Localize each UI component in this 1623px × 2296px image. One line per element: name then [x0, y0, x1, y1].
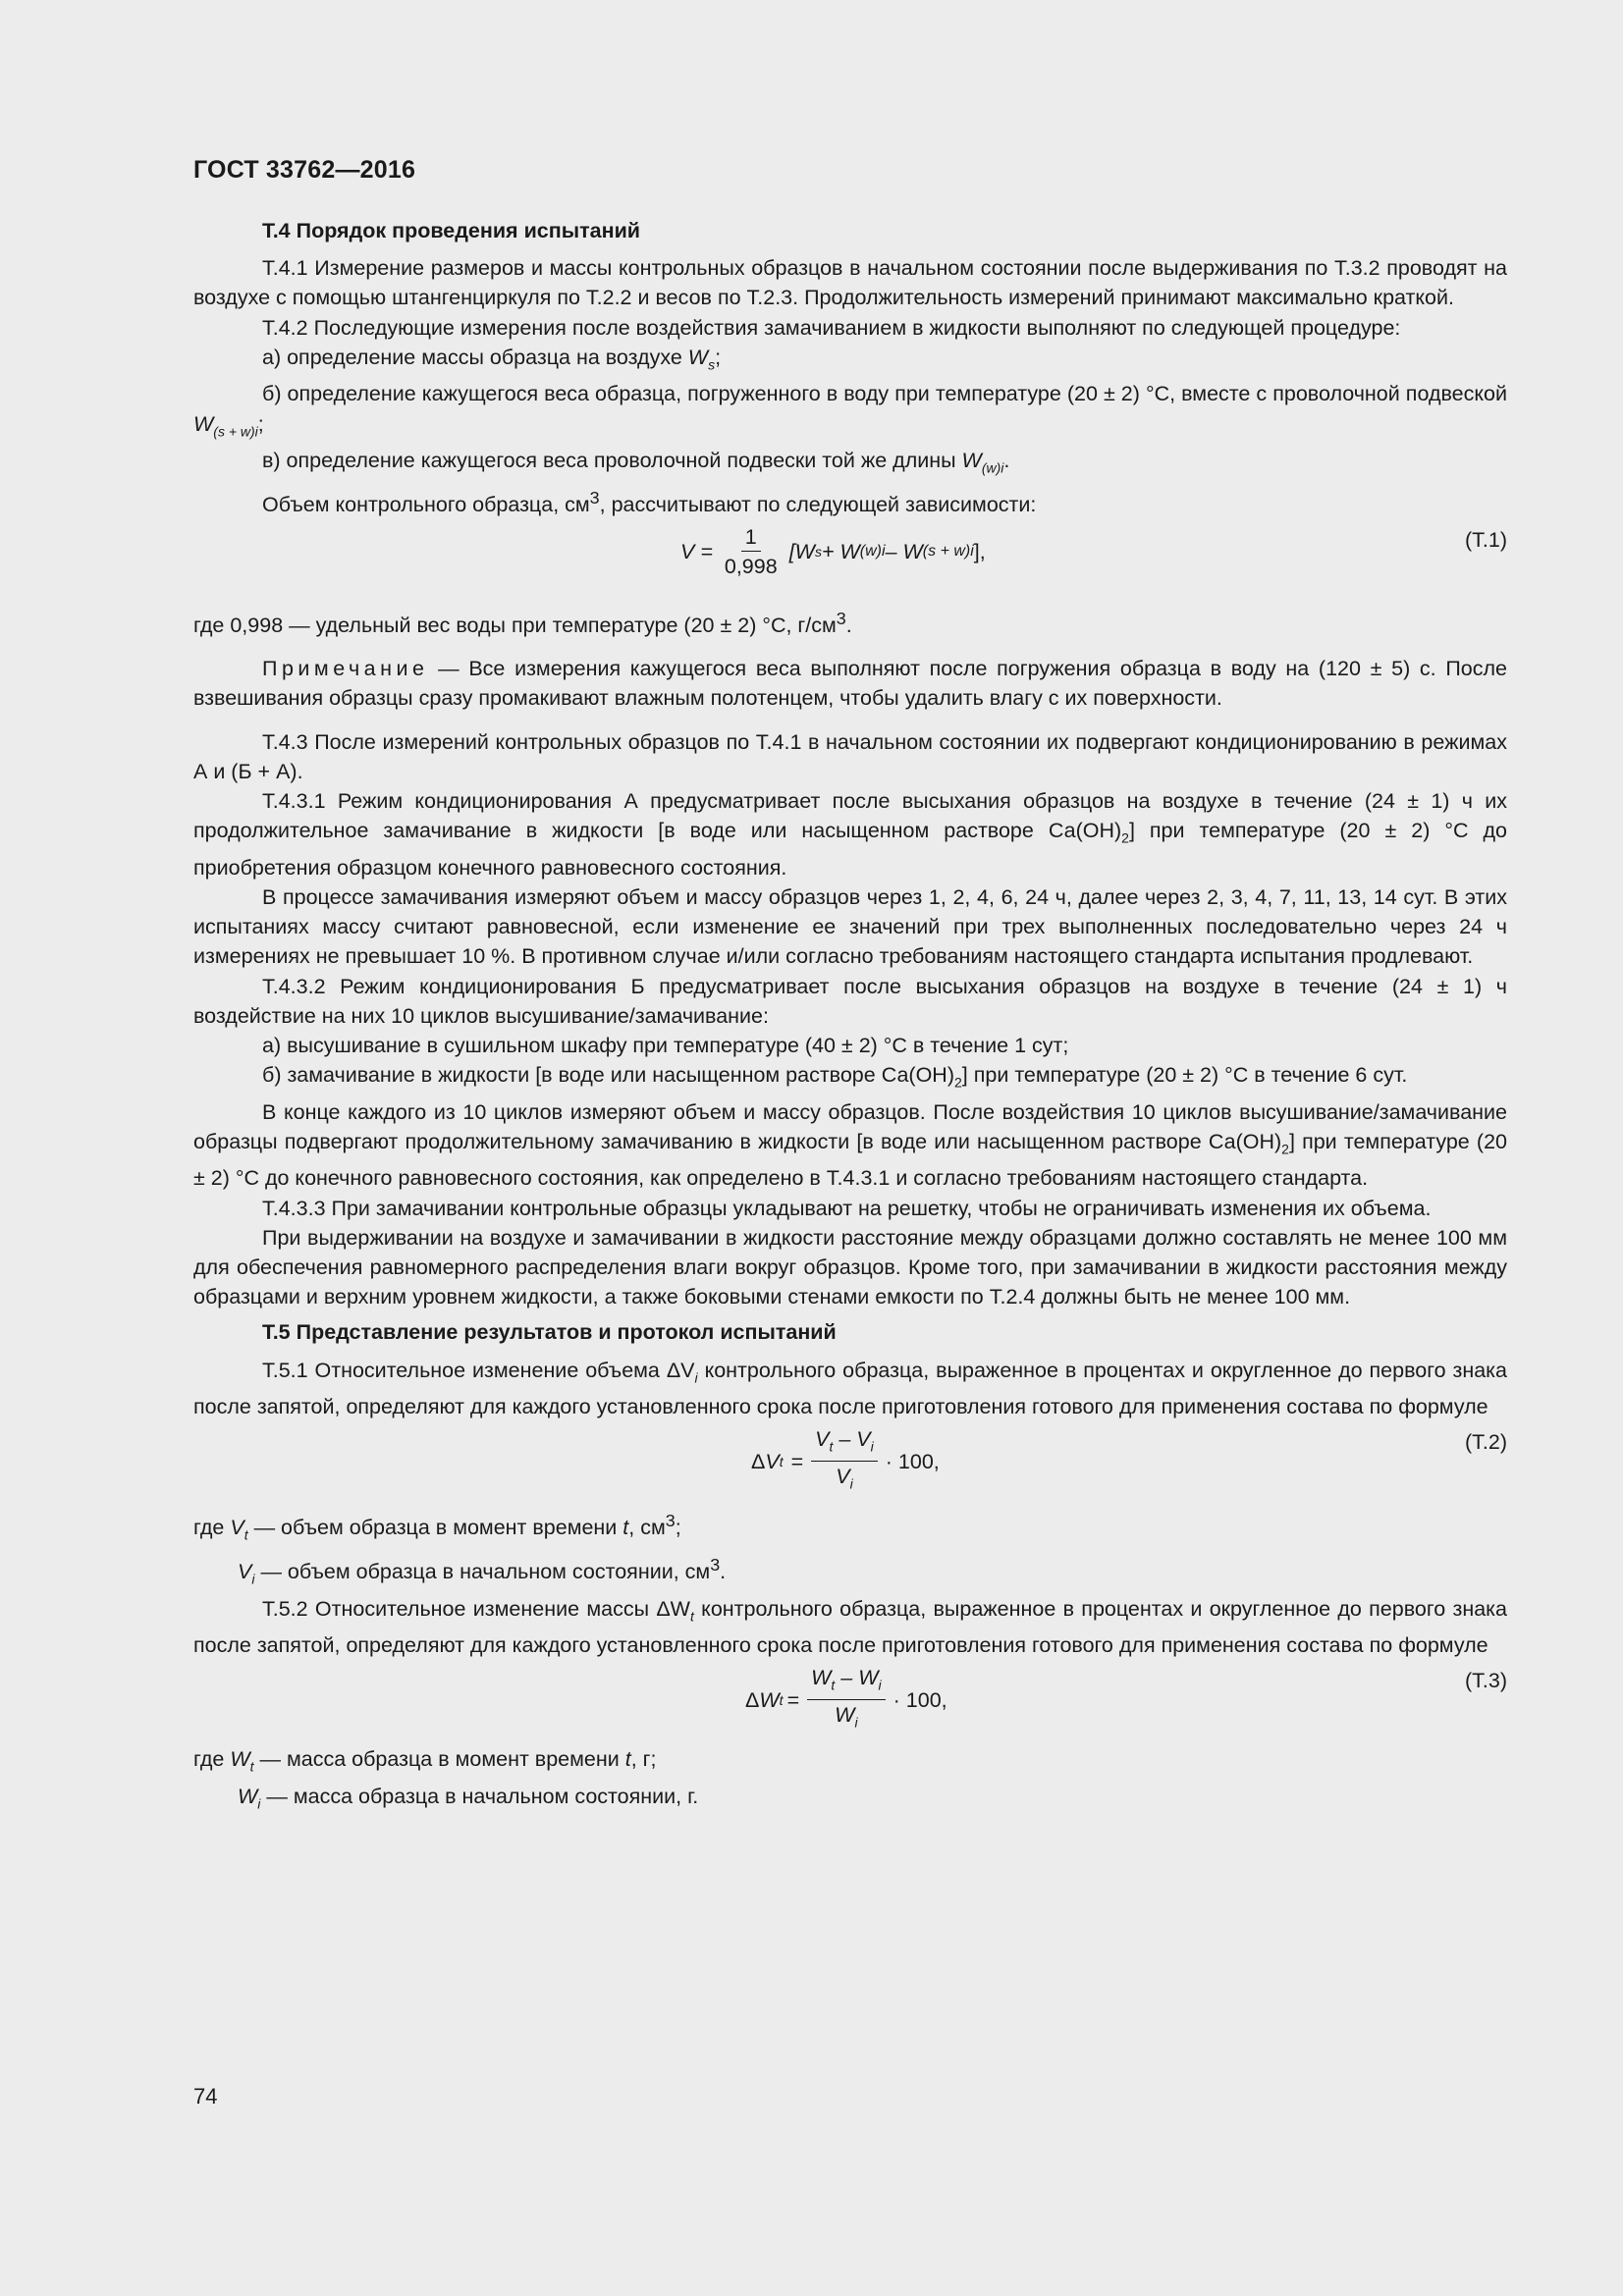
- paragraph-t5-1: Т.5.1 Относительное изменение объема $\Delta V_i$ контрольного образца, выраженное в процентах и округленное до первого знака после запятой, определяют для каждого установленного срока после приготовления готового для применения состава по формуле: [193, 1358, 1508, 1419]
- where-t3-wt: где $W_t$ — масса образца в момент времени t, г;: [193, 1747, 657, 1775]
- formula-t3-expression: Δ W t = $\frac{W_t - W_i}{W_i}$ · 100,: [745, 1664, 947, 1736]
- paragraph-t4-1: Т.4.1 Измерение размеров и массы контрольных образцов в начальном состоянии после выдерживания по Т.3.2 проводят на воздухе с помощью штангенциркуля по Т.2.2 и весов по Т.2.3. Продолжительность измерений принимают максимально краткой.: [193, 256, 1507, 310]
- paragraph-t5-2: Т.5.2 Относительное изменение массы $\Delta W_t$ контрольного образца, выраженное в процентах и округленное до первого знака после запятой, определяют для каждого установленного срока после приготовления готового для применения состава по формуле: [193, 1596, 1508, 1658]
- paragraph-t4-3-2: Т.4.3.2 Режим кондиционирования Б предусматривает после высыхания образцов на воздухе в течение (24 ± 1) ч воздействие на них 10 циклов высушивание/замачивание:: [193, 974, 1507, 1028]
- list-item-drying: а) высушивание в сушильном шкафу при температуре (40 ± 2) °С в течение 1 сут;: [262, 1033, 1069, 1057]
- where-t3-wi: $W_i$ — масса образца в начальном состоянии, г.: [238, 1784, 699, 1812]
- formula-t3-number: (Т.3): [1465, 1669, 1507, 1693]
- volume-intro: Объем контрольного образца, $см^3$, рассчитывают по следующей зависимости:: [262, 487, 1037, 516]
- paragraph-t4-3-3-continued: При выдерживании на воздухе и замачивании в жидкости расстояние между образцами должно составлять не менее 100 мм для обеспечения равномерного распределения влаги вокруг образцов. Кроме того, при замачивании в жидкости расстояния между образцами и верхним уровнем жидкости, а также боковыми стенами емкости по Т.2.4 должны быть не менее 100 мм.: [193, 1225, 1507, 1309]
- document-title: ГОСТ 33762—2016: [193, 156, 416, 184]
- where-t1: где 0,998 — удельный вес воды при температуре (20 ± 2) °С, $г/см^3$.: [193, 608, 852, 638]
- formula-t2: [193, 1425, 1507, 1498]
- formula-t1: [193, 523, 1507, 596]
- where-t2-vi: $V_i$ — объем образца в начальном состоянии, $см^3$.: [238, 1554, 727, 1587]
- paragraph-t4-3-2-continued: В конце каждого из 10 циклов измеряют объем и массу образцов. После воздействия 10 циклов высушивание/замачивание образцы подвергают продолжительному замачиванию в жидкости [в воде или насыщенном растворе $Са(ОН)_2$] при температуре (20 ± 2) °С до конечного равновесного состояния, как определено в Т.4.3.1 и согласно требованиям настоящего стандарта.: [193, 1099, 1507, 1191]
- formula-t1-fraction: $\frac{1}{0,998}$: [724, 524, 778, 578]
- paragraph-t4-3-1: Т.4.3.1 Режим кондиционирования А предусматривает после высыхания образцов на воздухе в течение (24 ± 1) ч их продолжительное замачивание в жидкости [в воде или насыщенном растворе $Са(ОН)_2$] при температуре (20 ± 2) °С до приобретения образцом конечного равновесного состояния.: [193, 789, 1507, 880]
- paragraph-t4-3: Т.4.3 После измерений контрольных образцов по Т.4.1 в начальном состоянии их подвергают кондиционированию в режимах А и (Б + А).: [193, 729, 1507, 783]
- page-number: 74: [193, 2084, 218, 2109]
- paragraph-t4-2: Т.4.2 Последующие измерения после воздействия замачиванием в жидкости выполняют по следующей процедуре:: [262, 315, 1401, 340]
- paragraph-t4-3-3: Т.4.3.3 При замачивании контрольные образцы укладывают на решетку, чтобы не ограничивать изменения их объема.: [262, 1196, 1432, 1220]
- formula-t3: [193, 1664, 1507, 1736]
- formula-t1-number: (Т.1): [1465, 527, 1507, 552]
- formula-t2-expression: Δ V t = $\frac{V_t - V_i}{V_i}$ · 100,: [751, 1425, 940, 1498]
- where-t2-vt: где $V_t$ — объем образца в момент времени t, $см^3$;: [193, 1511, 681, 1543]
- paragraph-t4-3-1-continued: В процессе замачивания измеряют объем и массу образцов через 1, 2, 4, 6, 24 ч, далее через 2, 3, 4, 7, 11, 13, 14 сут. В этих испытаниях массу считают равновесной, если изменение ее значений при трех выполненных последовательно через 24 ч измерениях не превышает 10 %. В противном случае и/или согласно требованиям настоящего стандарта испытания продлевают.: [193, 884, 1507, 969]
- formula-t3-fraction: $\frac{W_t - W_i}{W_i}$: [807, 1664, 886, 1736]
- formula-t2-number: (Т.2): [1465, 1430, 1507, 1455]
- list-item-b: б) определение кажущегося веса образца, погруженного в воду при температуре (20 ± 2) °С, вместе с проволочной подвеской $W_{(s + w)i}$;: [193, 382, 1507, 439]
- list-item-soaking: б) замачивание в жидкости [в воде или насыщенном растворе $Са(ОН)_2$] при температуре (20 ± 2) °С в течение 6 сут.: [262, 1063, 1408, 1091]
- list-item-a: а) определение массы образца на воздухе $W_s$;: [262, 345, 722, 373]
- list-item-c: в) определение кажущегося веса проволочной подвески той же длины $W_{(w)i}$.: [262, 449, 1010, 476]
- note: Примечание — Все измерения кажущегося веса выполняют после погружения образца в воду на (120 ± 5) с. После взвешивания образцы сразу промакивают влажным полотенцем, чтобы удалить влагу с их поверхности.: [193, 657, 1507, 711]
- formula-t2-fraction: $\frac{V_t - V_i}{V_i}$: [811, 1425, 878, 1498]
- page-content: [193, 155, 1507, 1818]
- section-heading-t4: Т.4 Порядок проведения испытаний: [262, 219, 641, 242]
- section-heading-t5: Т.5 Представление результатов и протокол испытаний: [262, 1320, 837, 1345]
- formula-t1-expression: V = $\frac{1}{0,998}$ [W s + W (w)i – W (s + w)i ],: [680, 523, 986, 581]
